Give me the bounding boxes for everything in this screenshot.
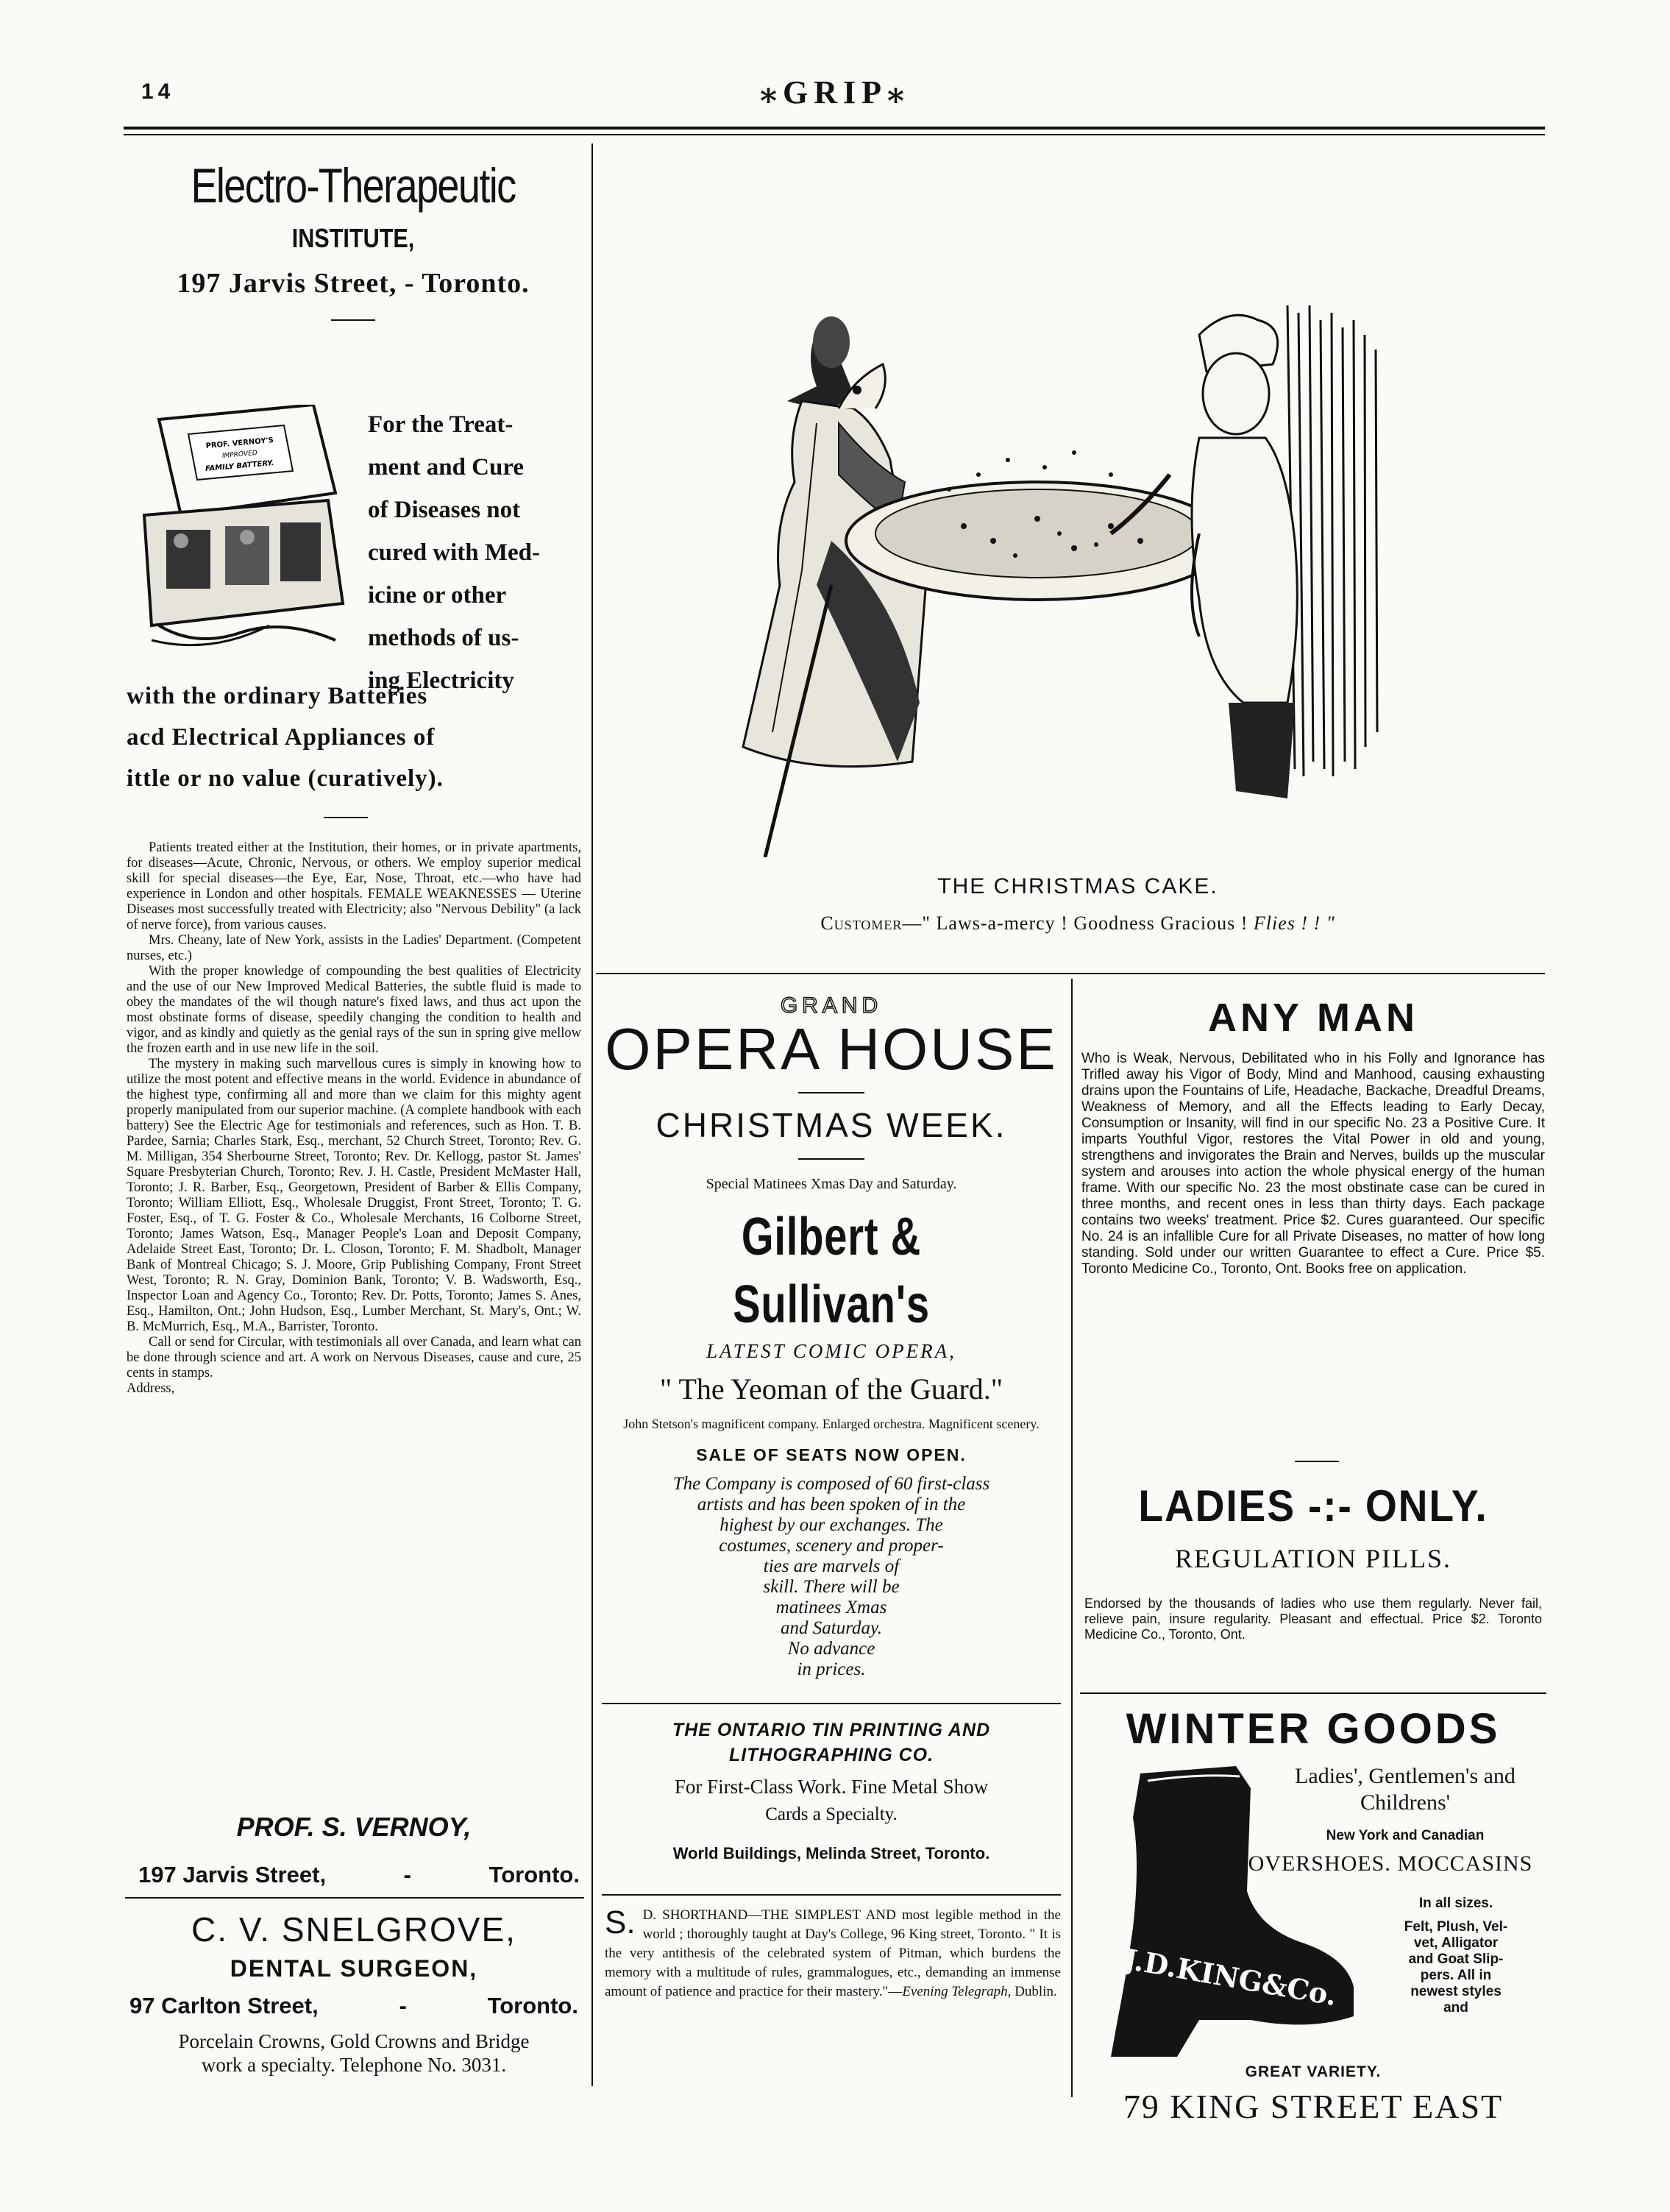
winter-title: WINTER GOODS bbox=[1126, 1705, 1501, 1753]
snelgrove-title: DENTAL SURGEON, bbox=[230, 1955, 478, 1982]
opera-yeoman: " The Yeoman of the Guard." bbox=[659, 1372, 1003, 1405]
opera-latest: LATEST COMIC OPERA, bbox=[706, 1340, 956, 1362]
opera-house-title: OPERA HOUSE bbox=[605, 1016, 1058, 1082]
opera-matinees: Special Matinees Xmas Day and Saturday. bbox=[706, 1176, 957, 1192]
opera-grand: GRAND bbox=[780, 993, 883, 1018]
ladies-sub: REGULATION PILLS. bbox=[1175, 1544, 1452, 1573]
institute-ad bbox=[125, 155, 581, 321]
institute-body: Patients treated either at the Institution, their homes, or in private apartments, for diseases—Acute, Chronic, Nervous, or others. We employ superior medical skill for special diseases—the Eye, Ear, Nose, Throat, etc.—who have had experience in London and other hospitals. FEMALE WEAKNESSES — Uterine Diseases most successfully treated with Electricity; also "Nervous Debility" (a lack of nerve force), from various causes. Mrs. Cheany, late of New York, assists in the Ladies' Department. (Competent nurses, etc.) With the proper knowledge of compounding the best qualities of Electricity and the use of our New Improved Medical Batteries, the subtle fluid is made to obey the mandates of the wil though nature's fixed laws, and thus act upon the most obstinate forms of disease, speedily changing the condition to health and vigor, and as kindly and quietly as the genial rays of the sun in spring give mellow the frozen earth and in use new life in the soil. The mystery in making such marvellous cures is simply in knowing how to utilize the most potent and effective means in the world. Evidence in abundance of the highest type, confirming all and more than we claim for this mighty agent properly manipulated from our superior machine. (A complete handbook with each battery) See the Electric Age for testimonials and references, such as Hon. T. B. Pardee, Sarnia; Charles Stark, Esq., merchant, 52 Church Street, Toronto; Rev. G. M. Milligan, 354 Sherbourne Street, Toronto; Rev. Dr. Kellogg, pastor St. James' Square Presbyterian Church, Toronto; Rev. J. H. Castle, President McMaster Hall, Toronto; J. R. Barber, Esq., Georgetown, President of Barber & Ellis Company, Toronto; William Elliott, Esq., Wholesale Druggist, Front Street, Toronto; T. G. Foster, Esq., of T. G. Foster & Co., Wholesale Merchants, 16 Colborne Street, Toronto; James Watson, Esq., Manager People's Loan and Deposit Company, Adelaide Street East, Toronto; Dr. L. Closon, Toronto; F. M. Shadbolt, Manager Bank of Montreal Chicago; S. J. Moore, Grip Publishing Company, Front Street West, Toronto; R. N. Gray, Dominion Bank, Toronto; V. B. Wadsworth, Esq., Inspector Loan and Agency Co., Toronto; Rev. Dr. Potts, Toronto; James S. Anes, Esq., Hamilton, Ont.; John Hudson, Esq., Lumber Merchant, St. Mary's, Ont.; W. B. McMurrich, Esq., M.A., Barrister, Toronto. Call or send for Circular, with testimonials all over Canada, and learn what can be done through science and art. A work on Nervous Diseases, cause and cure, 25 cents in stamps. Address, bbox=[127, 840, 581, 1396]
cartoon-caption-title: THE CHRISTMAS CAKE. bbox=[937, 874, 1218, 898]
institute-subtitle: INSTITUTE, bbox=[291, 223, 415, 253]
boot-brand-text: J.D.KING&Co. bbox=[1120, 1942, 1340, 2013]
winter-variety: GREAT VARIETY. bbox=[1245, 2063, 1382, 2080]
opera-description: The Company is composed of 60 first-class artists and has been spoken of in the highest by our exchanges. The costumes, scenery and proper- ties are marvels of skill. There will be matinees Xmas and Saturday. No advance in prices. bbox=[672, 1474, 990, 1679]
ladies-only-ad bbox=[1081, 1481, 1545, 1642]
snelgrove-line2: work a specialty. Telephone No. 3031. bbox=[201, 2054, 507, 2076]
tin-line2: LITHOGRAPHING CO. bbox=[728, 1745, 934, 1765]
winter-address: 79 KING STREET EAST bbox=[1123, 2088, 1504, 2125]
tin-line5: World Buildings, Melinda Street, Toronto. bbox=[672, 1844, 990, 1862]
masthead: ⁎GRIP⁎ bbox=[759, 74, 911, 110]
snelgrove-address: 97 Carlton Street, - Toronto. bbox=[129, 1993, 578, 2018]
winter-overshoes: OVERSHOES. MOCCASINS bbox=[1248, 1851, 1533, 1876]
page-number: 14 bbox=[141, 79, 175, 104]
opera-house-ad bbox=[597, 993, 1065, 1680]
cartoon-caption-text: Customer—" Laws-a-mercy ! Goodness Gracious ! Flies ! ! " bbox=[820, 912, 1335, 934]
ad-separator bbox=[602, 1703, 1061, 1704]
ad-separator bbox=[1080, 1692, 1546, 1694]
any-man-title: ANY MAN bbox=[1207, 996, 1418, 1040]
institute-headline: For the Treat- ment and Cure of Diseases not cured with Med- icine or other methods of us- ing Electricity bbox=[368, 411, 541, 694]
battery-illustration bbox=[137, 405, 358, 655]
shorthand-ad: S. D. SHORTHAND—THE SIMPLEST AND most legible method in the world ; thoroughly taught at Day's College, 96 King street, Toronto. " It is the very antithesis of the celebrated system of Pitman, which burdens the memory with a multitude of rules, grammalogues, etc., demanding an immense amount of patience and practice for their mastery."—Evening Telegraph, Dublin. bbox=[605, 1904, 1061, 1999]
header-rule-top bbox=[124, 127, 1545, 130]
ladies-title: LADIES -:- ONLY. bbox=[1138, 1481, 1488, 1531]
header-rule-bottom bbox=[124, 134, 1545, 135]
any-man-ad bbox=[1081, 995, 1545, 1277]
star-ornament-icon: ⁎ bbox=[759, 74, 783, 110]
divider bbox=[1295, 1461, 1339, 1462]
svg-text:PROF. VERNOY'S: PROF. VERNOY'S bbox=[205, 436, 274, 451]
tin-line1: THE ONTARIO TIN PRINTING AND bbox=[672, 1720, 991, 1740]
tin-printing-ad bbox=[597, 1718, 1065, 1866]
ad-separator bbox=[125, 1897, 584, 1899]
divider bbox=[798, 1092, 864, 1093]
boot-illustration bbox=[1089, 1766, 1361, 2060]
snelgrove-ad bbox=[127, 1907, 581, 2077]
ad-separator bbox=[602, 1894, 1061, 1896]
snelgrove-name: C. V. SNELGROVE, bbox=[191, 1910, 516, 1949]
ladies-body: Endorsed by the thousands of ladies who use them regularly. Never fail, relieve pain, insure regularity. Pleasant and effectual. Price $2. Toronto Medicine Co., Toronto, Ont. bbox=[1084, 1596, 1542, 1642]
opera-company: John Stetson's magnificent company. Enlarged orchestra. Magnificent scenery. bbox=[623, 1417, 1040, 1431]
vernoy-address-line: 197 Jarvis Street, - Toronto. bbox=[138, 1862, 580, 1887]
tin-line3: For First-Class Work. Fine Metal Show bbox=[674, 1776, 989, 1798]
divider bbox=[798, 1158, 864, 1160]
any-man-body: Who is Weak, Nervous, Debilitated who in his Folly and Ignorance has Trifled away his Vigor of Body, Mind and Manhood, causing exhausting drains upon the Fountains of Life, Headache, Backache, Dreadful Dreams, Weakness of Memory, and all the Effects leading to Early Decay, Consumption or Insanity, will find in our specific No. 23 a Positive Cure. It imparts Youthful Vigor, restores the Vital Power in old and young, strengthens and invigorates the Brain and Nerves, builds up the muscular system and arouses into action the whole physical energy of the human frame. With our specific No. 23 the most obstinate case can be cured in three months, and recent ones in less than thirty days. Each package contains two weeks' treatment. Price $2. Cures guaranteed. Our specific No. 24 is an infallible Cure for all Private Diseases, no matter of how long standing. Sold under our written Guarantee to effect a Cure. Price $5. Toronto Medicine Co., Toronto, Ont. Books free on application. bbox=[1081, 1051, 1545, 1277]
winter-materials: In all sizes. Felt, Plush, Vel- vet, Alligator and Goat Slip- pers. All in newest styles and bbox=[1404, 1896, 1508, 2016]
winter-for: Ladies', Gentlemen's and Childrens' bbox=[1295, 1764, 1516, 1815]
column-divider-left bbox=[591, 143, 593, 2086]
tin-line4: Cards a Specialty. bbox=[765, 1804, 898, 1824]
svg-text:IMPROVED: IMPROVED bbox=[221, 449, 258, 461]
divider bbox=[331, 319, 375, 321]
star-ornament-icon: ⁎ bbox=[887, 74, 911, 110]
institute-name: Electro-Therapeutic bbox=[191, 158, 516, 213]
opera-week: CHRISTMAS WEEK. bbox=[655, 1106, 1007, 1144]
cartoon-separator bbox=[596, 973, 1545, 974]
institute-headline-full: with the ordinary Batteries acd Electrical Appliances of ittle or no value (curatively). bbox=[127, 683, 444, 792]
winter-ny: New York and Canadian bbox=[1326, 1828, 1485, 1843]
christmas-cake-cartoon bbox=[728, 291, 1427, 857]
snelgrove-line1: Porcelain Crowns, Gold Crowns and Bridge bbox=[178, 2030, 530, 2052]
column-divider-right bbox=[1071, 979, 1073, 2097]
opera-gilbert-sullivan: Gilbert & Sullivan's bbox=[733, 1208, 930, 1334]
vernoy-signature: PROF. S. VERNOY, bbox=[236, 1812, 472, 1842]
divider bbox=[324, 817, 368, 818]
institute-address: 197 Jarvis Street, - Toronto. bbox=[177, 268, 530, 299]
opera-sale: SALE OF SEATS NOW OPEN. bbox=[696, 1445, 967, 1464]
shorthand-initial: S. bbox=[605, 1904, 636, 1940]
svg-text:FAMILY BATTERY.: FAMILY BATTERY. bbox=[205, 458, 274, 474]
